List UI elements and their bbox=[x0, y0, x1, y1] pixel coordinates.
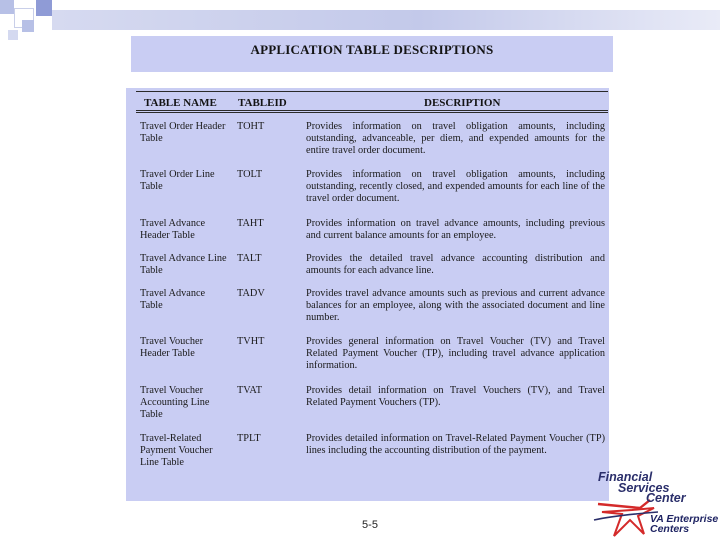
cell-table-name: Travel Voucher Header Table bbox=[140, 336, 204, 359]
corner-square bbox=[36, 0, 52, 16]
cell-table-name: Travel Advance Line Table bbox=[140, 253, 227, 276]
cell-tableid: TADV bbox=[237, 288, 265, 299]
cell-description: Provides information on travel advance amounts, including previous and current balance amounts for an employee. bbox=[306, 218, 605, 241]
top-decorative-bar bbox=[52, 10, 720, 30]
cell-tableid: TOLT bbox=[237, 169, 263, 180]
cell-description: Provides information on travel obligation amounts, including outstanding, advanceable, per diem, and expended amounts for the entire travel order document. bbox=[306, 121, 605, 156]
cell-table-name: Travel-Related Payment Voucher Line Table bbox=[140, 433, 213, 468]
corner-square bbox=[0, 0, 14, 14]
cell-tableid: TAHT bbox=[237, 218, 264, 229]
header-tableid: TABLEID bbox=[238, 97, 287, 109]
cell-table-name: Travel Advance Table bbox=[140, 288, 206, 311]
logo-subtext bbox=[650, 514, 718, 534]
page-number: 5-5 bbox=[362, 519, 378, 531]
logo-line-center: Center bbox=[646, 491, 686, 505]
corner-square bbox=[22, 20, 34, 32]
cell-description: Provides travel advance amounts such as previous and current advance balances for an employee, along with the associated document and line number. bbox=[306, 288, 605, 323]
cell-tableid: TVAT bbox=[237, 385, 262, 396]
logo-line-financial: Financial bbox=[598, 470, 653, 484]
page-title: APPLICATION TABLE DESCRIPTIONS bbox=[250, 42, 494, 57]
table-header bbox=[136, 91, 608, 113]
cell-tableid: TOHT bbox=[237, 121, 265, 132]
cell-tableid: TVHT bbox=[237, 336, 265, 347]
cell-tableid: TPLT bbox=[237, 433, 261, 444]
fsc-logo bbox=[592, 470, 720, 540]
cell-table-name: Travel Order Line Table bbox=[140, 169, 215, 192]
corner-square bbox=[8, 30, 18, 40]
cell-description: Provides the detailed travel advance accounting distribution and amounts for each advance line. bbox=[306, 253, 605, 276]
cell-table-name: Travel Order Header Table bbox=[140, 121, 226, 144]
logo-line-centers: Centers bbox=[650, 523, 690, 535]
cell-tableid: TALT bbox=[237, 253, 262, 264]
cell-description: Provides general information on Travel Voucher (TV) and Travel Related Payment Voucher (TP), including travel advance application information. bbox=[306, 336, 605, 371]
logo-line-va-enterprise: VA Enterprise bbox=[650, 513, 719, 525]
header-description: DESCRIPTION bbox=[424, 97, 501, 109]
cell-table-name: Travel Advance Header Table bbox=[140, 218, 206, 241]
cell-description: Provides detail information on Travel Vouchers (TV), and Travel Related Payment Vouchers (TP). bbox=[306, 385, 605, 408]
logo-line-services: Services bbox=[618, 480, 670, 495]
title-banner bbox=[131, 36, 613, 72]
cell-description: Provides detailed information on Travel-Related Payment Voucher (TP) lines including the accounting distribution of the payment. bbox=[306, 433, 605, 456]
logo-wordmark bbox=[592, 472, 717, 504]
header-table-name: TABLE NAME bbox=[144, 97, 217, 109]
description-table bbox=[126, 88, 609, 501]
cell-table-name: Travel Voucher Accounting Line Table bbox=[140, 385, 210, 420]
cell-description: Provides information on travel obligation amounts, including outstanding, recently closed, and expended amounts for each line of the travel order document. bbox=[306, 169, 605, 204]
